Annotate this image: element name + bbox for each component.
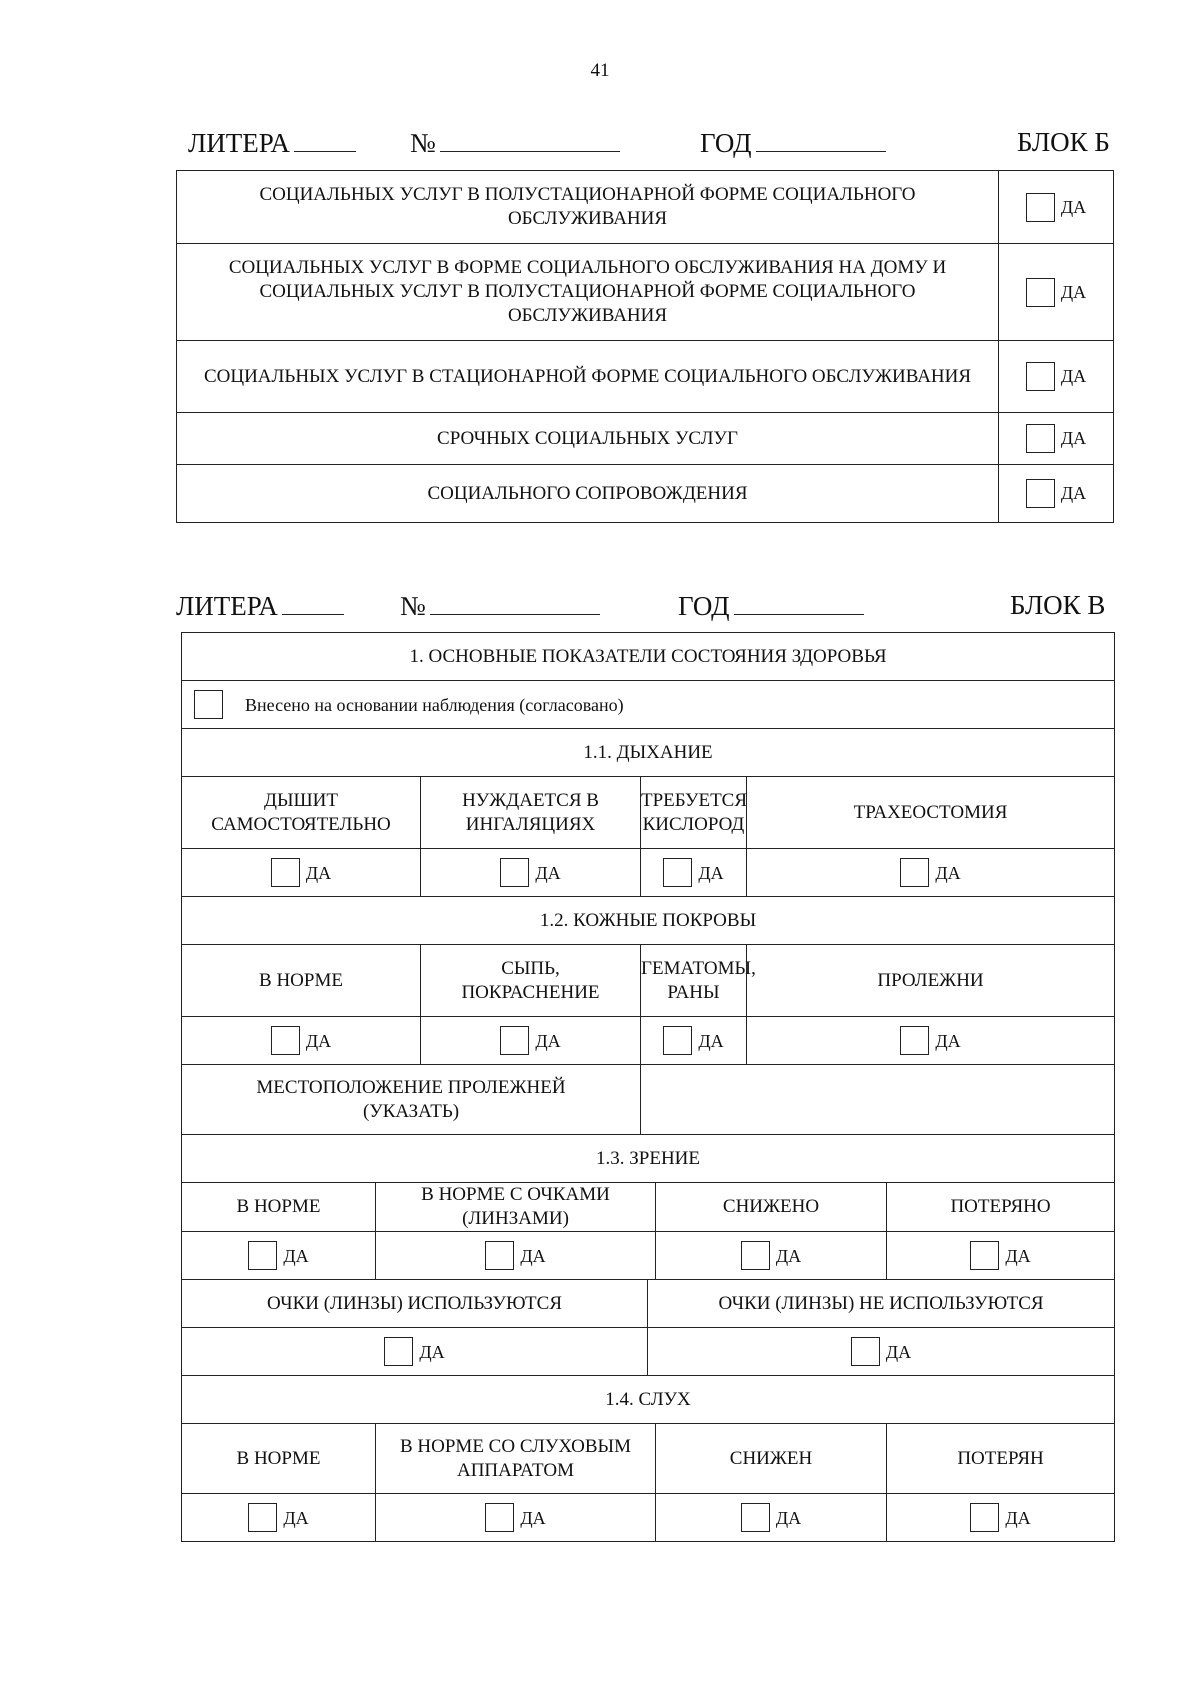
yes-label: ДА [1005, 1245, 1031, 1266]
hearing-option-label: В НОРМЕ СО СЛУХОВЫМ АППАРАТОМ [400, 1435, 631, 1481]
section-title: 1. ОСНОВНЫЕ ПОКАЗАТЕЛИ СОСТОЯНИЯ ЗДОРОВЬЯ [182, 633, 1115, 681]
service-checkbox-cell [999, 413, 1114, 465]
checkbox-cell [641, 849, 747, 897]
checkbox-cell [747, 849, 1115, 897]
block-v-header [176, 590, 344, 622]
checkbox-cell [648, 1328, 1115, 1376]
yes-label: ДА [283, 1507, 309, 1528]
yes-label: ДА [775, 1507, 802, 1528]
table-row [177, 465, 1114, 523]
table-row [177, 171, 1114, 244]
yes-label: ДА [1060, 196, 1087, 217]
block-b-header [188, 127, 356, 159]
year-field[interactable] [756, 127, 886, 152]
service-checkbox-cell [999, 171, 1114, 244]
checkbox-cell [182, 849, 421, 897]
table-row [182, 897, 1115, 945]
yes-label: ДА [535, 1030, 561, 1051]
litera-field[interactable] [282, 590, 344, 615]
yes-label: ДА [885, 1341, 912, 1362]
vision-title: 1.3. ЗРЕНИЕ [182, 1135, 1115, 1183]
number-group [400, 590, 600, 622]
table-row [182, 1017, 1115, 1065]
checkbox[interactable] [1026, 193, 1055, 222]
service-checkbox-cell [999, 341, 1114, 413]
checkbox[interactable] [900, 858, 929, 887]
number-group [410, 127, 620, 159]
checkbox-cell [182, 1494, 376, 1542]
checkbox-cell [641, 1017, 747, 1065]
table-row [177, 413, 1114, 465]
table-row [182, 1135, 1115, 1183]
yes-label: ДА [698, 862, 724, 883]
vision-option: В НОРМЕ [182, 1183, 376, 1232]
yes-label: ДА [305, 862, 332, 883]
checkbox[interactable] [1026, 479, 1055, 508]
checkbox[interactable] [248, 1503, 277, 1532]
number-label: № [410, 128, 436, 158]
service-label: СОЦИАЛЬНЫХ УСЛУГ В ФОРМЕ СОЦИАЛЬНОГО ОБСЛУЖИВАНИЯ НА ДОМУ И СОЦИАЛЬНЫХ УСЛУГ В ПОЛУСТАЦИОНАРНОЙ ФОРМЕ СОЦИАЛЬНОГО ОБСЛУЖИВАНИЯ [177, 244, 999, 341]
service-label: СОЦИАЛЬНОГО СОПРОВОЖДЕНИЯ [177, 465, 999, 523]
observation-cell [182, 681, 1115, 729]
yes-label: ДА [775, 1245, 802, 1266]
number-label: № [400, 591, 426, 621]
breathing-option: НУЖДАЕТСЯ В ИНГАЛЯЦИЯХ [421, 777, 641, 849]
block-label: БЛОК В [1010, 590, 1106, 620]
skin-option: В НОРМЕ [182, 945, 421, 1017]
litera-field[interactable] [294, 127, 356, 152]
hearing-title: 1.4. СЛУХ [182, 1376, 1115, 1424]
checkbox[interactable] [741, 1241, 770, 1270]
yes-label: ДА [283, 1245, 309, 1266]
hearing-option [376, 1424, 656, 1494]
bedsore-location-text: МЕСТОПОЛОЖЕНИЕ ПРОЛЕЖНЕЙ (УКАЗАТЬ) [256, 1076, 566, 1122]
checkbox[interactable] [741, 1503, 770, 1532]
table-row [182, 1232, 1115, 1280]
service-label: СОЦИАЛЬНЫХ УСЛУГ В ПОЛУСТАЦИОНАРНОЙ ФОРМЕ СОЦИАЛЬНОГО ОБСЛУЖИВАНИЯ [177, 171, 999, 244]
table-row [182, 945, 1115, 1017]
yes-label: ДА [935, 862, 961, 883]
checkbox[interactable] [248, 1241, 277, 1270]
skin-title: 1.2. КОЖНЫЕ ПОКРОВЫ [182, 897, 1115, 945]
yes-label: ДА [1005, 1507, 1031, 1528]
table-row [177, 341, 1114, 413]
checkbox-cell [421, 1017, 641, 1065]
checkbox-cell [182, 1232, 376, 1280]
hearing-option: В НОРМЕ [182, 1424, 376, 1494]
breathing-option: ДЫШИТ САМОСТОЯТЕЛЬНО [182, 777, 421, 849]
table-row [182, 1183, 1115, 1232]
breathing-option: ТРЕБУЕТСЯ КИСЛОРОД [641, 777, 747, 849]
year-field[interactable] [734, 590, 864, 615]
table-row [182, 1376, 1115, 1424]
number-field[interactable] [430, 590, 600, 615]
checkbox[interactable] [500, 858, 529, 887]
number-field[interactable] [440, 127, 620, 152]
table-row [182, 1065, 1115, 1135]
checkbox-cell [376, 1494, 656, 1542]
checkbox[interactable] [384, 1337, 413, 1366]
service-label: СОЦИАЛЬНЫХ УСЛУГ В СТАЦИОНАРНОЙ ФОРМЕ СОЦИАЛЬНОГО ОБСЛУЖИВАНИЯ [177, 341, 999, 413]
checkbox[interactable] [663, 1026, 692, 1055]
litera-label: ЛИТЕРА [176, 591, 278, 621]
yes-label: ДА [419, 1341, 445, 1362]
checkbox-cell [887, 1494, 1115, 1542]
year-label: ГОД [678, 591, 730, 621]
service-checkbox-cell [999, 244, 1114, 341]
checkbox[interactable] [271, 858, 300, 887]
skin-option-label: СЫПЬ, ПОКРАСНЕНИЕ [461, 957, 600, 1003]
glasses-used-label: ОЧКИ (ЛИНЗЫ) ИСПОЛЬЗУЮТСЯ [182, 1280, 648, 1328]
service-checkbox-cell [999, 465, 1114, 523]
yes-label: ДА [1060, 366, 1087, 386]
table-row [177, 244, 1114, 341]
yes-label: ДА [1060, 428, 1087, 448]
checkbox-cell [376, 1232, 656, 1280]
page-number: 41 [590, 60, 610, 81]
checkbox[interactable] [271, 1026, 300, 1055]
block-label: БЛОК Б [1017, 127, 1110, 157]
bedsore-location-field[interactable] [641, 1065, 1115, 1135]
year-group [700, 127, 886, 159]
yes-label: ДА [698, 1030, 724, 1051]
block-b-table [176, 170, 1114, 523]
checkbox[interactable] [1026, 278, 1055, 307]
year-label: ГОД [700, 128, 752, 158]
vision-option: В НОРМЕ С ОЧКАМИ (ЛИНЗАМИ) [376, 1183, 656, 1232]
table-row [182, 1424, 1115, 1494]
table-row [182, 777, 1115, 849]
litera-label: ЛИТЕРА [188, 128, 290, 158]
observation-checkbox[interactable] [194, 690, 223, 719]
checkbox-cell [182, 1017, 421, 1065]
checkbox-cell [656, 1494, 887, 1542]
checkbox-cell [182, 1328, 648, 1376]
service-label: СРОЧНЫХ СОЦИАЛЬНЫХ УСЛУГ [177, 413, 999, 465]
vision-option: СНИЖЕНО [656, 1183, 887, 1232]
yes-label: ДА [520, 1507, 546, 1528]
table-row [182, 729, 1115, 777]
checkbox[interactable] [485, 1241, 514, 1270]
bedsore-location-label [182, 1065, 641, 1135]
yes-label: ДА [1060, 281, 1087, 302]
table-row [182, 1280, 1115, 1328]
checkbox[interactable] [851, 1337, 880, 1366]
checkbox[interactable] [500, 1026, 529, 1055]
checkbox[interactable] [485, 1503, 514, 1532]
yes-label: ДА [520, 1245, 546, 1266]
glasses-not-used-label: ОЧКИ (ЛИНЗЫ) НЕ ИСПОЛЬЗУЮТСЯ [648, 1280, 1115, 1328]
checkbox[interactable] [663, 858, 692, 887]
table-row [182, 1328, 1115, 1376]
yes-label: ДА [1060, 483, 1087, 503]
yes-label: ДА [535, 862, 561, 883]
table-row [182, 681, 1115, 729]
checkbox[interactable] [1026, 362, 1055, 391]
table-row [182, 849, 1115, 897]
skin-option: ГЕМАТОМЫ, РАНЫ [641, 945, 747, 1017]
hearing-option: СНИЖЕН [656, 1424, 887, 1494]
observation-note: Внесено на основании наблюдения (согласовано) [245, 694, 624, 715]
breathing-option: ТРАХЕОСТОМИЯ [747, 777, 1115, 849]
checkbox-cell [887, 1232, 1115, 1280]
checkbox[interactable] [970, 1241, 999, 1270]
checkbox[interactable] [1026, 424, 1055, 453]
yes-label: ДА [935, 1030, 961, 1051]
yes-label: ДА [305, 1030, 332, 1051]
vision-option: ПОТЕРЯНО [887, 1183, 1115, 1232]
skin-option [421, 945, 641, 1017]
skin-option: ПРОЛЕЖНИ [747, 945, 1115, 1017]
hearing-option: ПОТЕРЯН [887, 1424, 1115, 1494]
block-v-table [181, 632, 1115, 1542]
checkbox-cell [421, 849, 641, 897]
checkbox-cell [656, 1232, 887, 1280]
checkbox-cell [747, 1017, 1115, 1065]
table-row [182, 633, 1115, 681]
table-row [182, 1494, 1115, 1542]
checkbox[interactable] [970, 1503, 999, 1532]
checkbox[interactable] [900, 1026, 929, 1055]
year-group [678, 590, 864, 622]
breathing-title: 1.1. ДЫХАНИЕ [182, 729, 1115, 777]
